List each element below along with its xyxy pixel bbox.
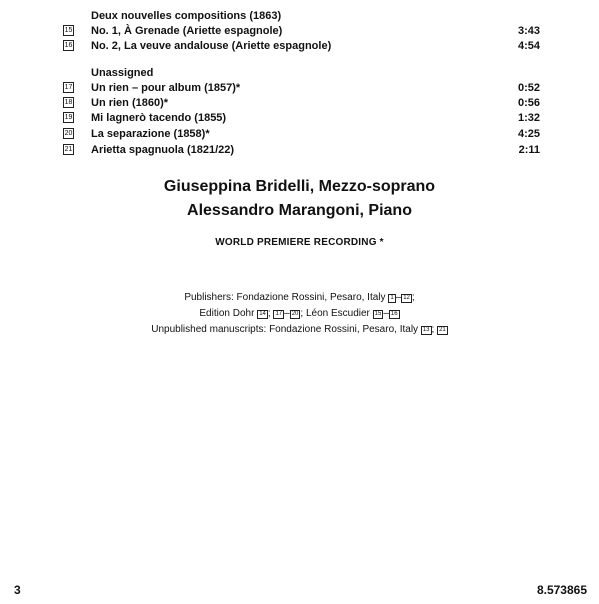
track-row (63, 38, 540, 54)
track-ref-box: 17 (275, 311, 283, 317)
publishers-text: ; Léon Escudier (300, 308, 370, 319)
publishers-text: Edition Dohr (199, 308, 255, 319)
track-row (63, 142, 540, 158)
publishers-line-1: Publishers: Fondazione Rossini, Pesaro, Italy 1 – 12 ; (184, 292, 415, 303)
track-title: Arietta spagnuola (1821/22) (91, 144, 235, 156)
track-title: No. 1, À Grenade (Ariette espagnole) (91, 25, 283, 37)
publishers-line-3: Unpublished manuscripts: Fondazione Rossini, Pesaro, Italy 13 ; 21 (151, 324, 446, 335)
track-ref-box: 12 (403, 295, 410, 301)
publishers-text: Unpublished manuscripts: Fondazione Rossini, Pesaro, Italy (151, 324, 419, 335)
performer-pianist: Alessandro Marangoni, Piano (187, 202, 412, 219)
track-duration: 0:56 (517, 97, 540, 109)
track-row (63, 110, 540, 126)
track-ref-box: 21 (439, 327, 446, 333)
track-duration: 4:54 (517, 40, 540, 52)
track-duration: 1:32 (517, 112, 540, 124)
track-title: Un rien – pour album (1857)* (91, 82, 241, 94)
section-heading-deux-nouvelles: Deux nouvelles compositions (1863) (91, 10, 282, 22)
track-ref-box: 1 (390, 295, 394, 301)
track-title: No. 2, La veuve andalouse (Ariette espagnole) (91, 40, 332, 52)
track-number-box: 20 (64, 130, 73, 137)
track-number-box: 16 (64, 42, 73, 49)
track-ref-box: 20 (291, 311, 299, 317)
track-ref-box: 15 (374, 311, 382, 317)
track-row (63, 80, 540, 96)
track-number-box: 19 (64, 114, 73, 121)
track-row (63, 126, 540, 142)
track-number-box: 18 (64, 99, 73, 106)
track-duration: 0:52 (517, 82, 540, 94)
track-row (63, 95, 540, 111)
section-heading-unassigned: Unassigned (91, 67, 154, 79)
publishers-punct: ; (411, 292, 415, 303)
track-duration: 3:43 (517, 25, 540, 37)
track-title: Un rien (1860)* (91, 97, 169, 109)
track-number-box: 15 (64, 27, 73, 34)
world-premiere-note: WORLD PREMIERE RECORDING * (215, 237, 384, 248)
catalog-number: 8.573865 (536, 583, 587, 597)
track-duration: 4:25 (517, 128, 540, 140)
performer-singer: Giuseppina Bridelli, Mezzo-soprano (163, 178, 436, 195)
publishers-line-2: Edition Dohr 14 ; 17 – 20 ; Léon Escudier 15 – 16 (199, 308, 398, 319)
track-ref-box: 16 (390, 311, 398, 317)
track-ref-box: 13 (422, 327, 430, 333)
track-title: La separazione (1858)* (91, 128, 210, 140)
track-title: Mi lagnerò tacendo (1855) (91, 112, 227, 124)
track-row (63, 23, 540, 39)
page-number: 3 (14, 583, 21, 597)
track-duration: 2:11 (518, 144, 540, 156)
publishers-text: Publishers: Fondazione Rossini, Pesaro, Italy (184, 292, 386, 303)
track-ref-box: 14 (259, 311, 266, 317)
track-number-box: 17 (64, 84, 73, 91)
track-number-box: 21 (64, 146, 73, 153)
